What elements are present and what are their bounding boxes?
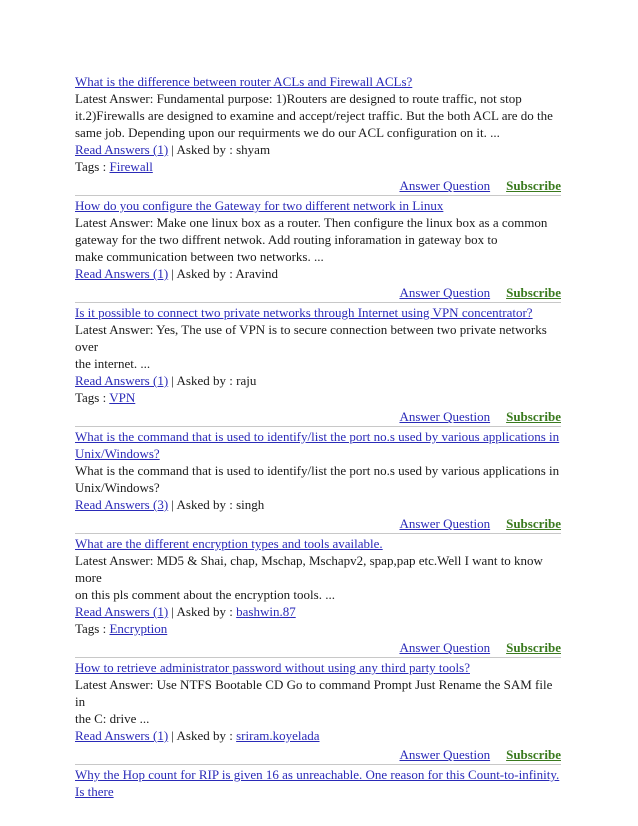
question-tags [75,620,561,637]
divider [75,426,561,427]
asked-by-prefix: | Asked by : [168,266,236,281]
question-tags [75,158,561,175]
latest-answer-text: Latest Answer: Make one linux box as a router. Then configure the linux box as a common gateway for the two diffrent netwok. Add routing inforamation in gateway box to make communication between two networks. ... [75,215,548,264]
question-meta [75,603,561,620]
read-answers-link[interactable]: Read Answers (1) [75,728,169,743]
asked-by-user: raju [236,373,257,388]
asked-by-user: Aravind [235,266,279,281]
asked-by-user: singh [236,497,265,512]
question-meta [75,141,561,158]
asked-by-prefix: | Asked by : [168,142,237,157]
tags-prefix: Tags : [75,390,110,405]
answer-question-link[interactable]: Answer Question [399,285,491,300]
asked-by-user-link[interactable]: bashwin.87 [236,604,296,619]
asked-by-prefix: | Asked by : [168,497,237,512]
read-answers-link[interactable]: Read Answers (1) [75,373,169,388]
read-answers-link[interactable]: Read Answers (1) [75,266,169,281]
answer-question-link[interactable]: Answer Question [399,640,491,655]
question-item [75,197,561,303]
question-title-link[interactable]: What is the difference between router ACLs and Firewall ACLs? [75,74,413,89]
tag-link[interactable]: Firewall [109,159,153,174]
question-meta [75,265,561,282]
question-title-link[interactable]: What are the different encryption types and tools available. [75,536,383,551]
question-title-link[interactable]: How to retrieve administrator password without using any third party tools? [75,660,470,675]
question-actions [75,746,561,763]
asked-by-prefix: | Asked by : [168,604,237,619]
question-title-link[interactable]: What is the command that is used to identify/list the port no.s used by various applications in Unix/Windows? [75,429,560,461]
answer-question-link[interactable]: Answer Question [399,409,491,424]
latest-answer-text: Latest Answer: Fundamental purpose: 1)Routers are designed to route traffic, not stop it.2)Firewalls are designed to examine and accept/reject traffic. But the both ACL are do the same job. Depending upon our requirments we do our ACL configuration on it. ... [75,91,553,140]
answer-question-link[interactable]: Answer Question [399,178,491,193]
divider [75,533,561,534]
asked-by-user: shyam [236,142,271,157]
latest-answer-text: Latest Answer: Use NTFS Bootable CD Go to command Prompt Just Rename the SAM file in the C: drive ... [75,677,553,726]
question-item [75,428,561,534]
asked-by-prefix: | Asked by : [168,728,237,743]
question-item [75,535,561,658]
latest-answer-text: What is the command that is used to identify/list the port no.s used by various applications in Unix/Windows? [75,463,560,495]
question-item [75,766,561,800]
subscribe-link[interactable]: Subscribe [506,747,561,762]
question-item [75,304,561,427]
subscribe-link[interactable]: Subscribe [506,285,561,300]
tags-prefix: Tags : [75,159,110,174]
question-title-link[interactable]: Why the Hop count for RIP is given 16 as unreachable. One reason for this Count-to-infinity. Is there [75,767,560,799]
answer-question-link[interactable]: Answer Question [399,516,491,531]
subscribe-link[interactable]: Subscribe [506,178,561,193]
tag-link[interactable]: VPN [109,390,136,405]
read-answers-link[interactable]: Read Answers (1) [75,604,169,619]
question-meta [75,496,561,513]
answer-question-link[interactable]: Answer Question [399,747,491,762]
subscribe-link[interactable]: Subscribe [506,409,561,424]
question-title-link[interactable]: How do you configure the Gateway for two different network in Linux [75,198,444,213]
latest-answer-text: Latest Answer: Yes, The use of VPN is to secure connection between two private networks over the internet. ... [75,322,547,371]
question-actions [75,639,561,656]
asked-by-prefix: | Asked by : [168,373,237,388]
asked-by-user-link[interactable]: sriram.koyelada [236,728,320,743]
latest-answer-text: Latest Answer: MD5 & Shai, chap, Mschap, Mschapv2, spap,pap etc.Well I want to know more on this pls comment about the encryption tools. ... [75,553,543,602]
question-item [75,73,561,196]
divider [75,764,561,765]
divider [75,657,561,658]
subscribe-link[interactable]: Subscribe [506,516,561,531]
subscribe-link[interactable]: Subscribe [506,640,561,655]
question-list [75,73,561,800]
divider [75,195,561,196]
question-actions [75,408,561,425]
question-item [75,659,561,765]
question-title-link[interactable]: Is it possible to connect two private networks through Internet using VPN concentrator? [75,305,533,320]
tags-prefix: Tags : [75,621,110,636]
question-tags [75,389,561,406]
tag-link[interactable]: Encryption [109,621,168,636]
question-actions [75,284,561,301]
question-actions [75,177,561,194]
divider [75,302,561,303]
read-answers-link[interactable]: Read Answers (3) [75,497,169,512]
question-meta [75,372,561,389]
question-actions [75,515,561,532]
question-meta [75,727,561,744]
read-answers-link[interactable]: Read Answers (1) [75,142,169,157]
